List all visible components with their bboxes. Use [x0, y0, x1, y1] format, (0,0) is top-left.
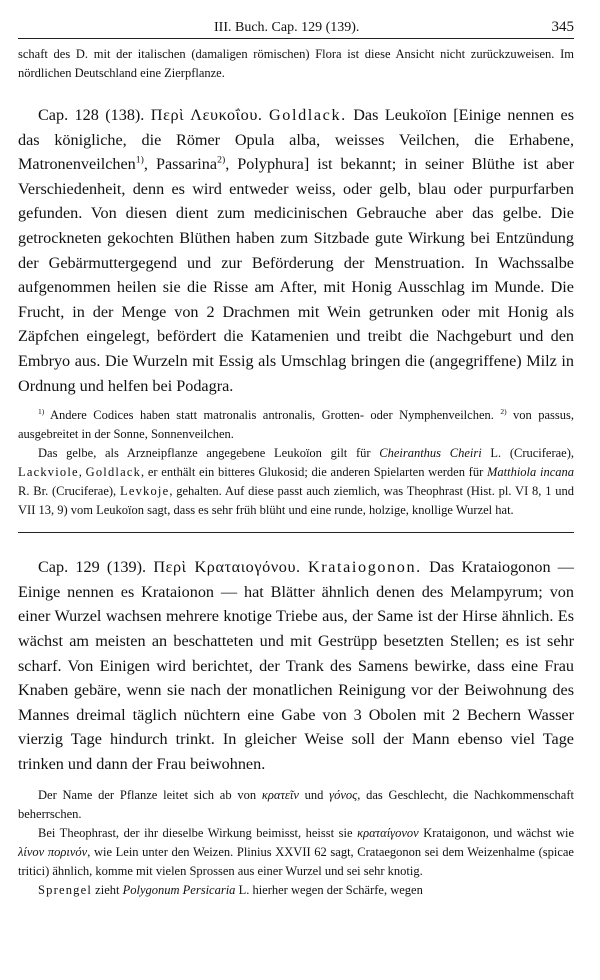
- chapter-129-greek-title: Περὶ Κραταιογόνου.: [153, 558, 301, 577]
- chapter-129-german-name: Krataiogonon.: [307, 558, 422, 577]
- book-page: [18, 0, 574, 900]
- commentary-text: L. (Cruciferae),: [481, 446, 575, 461]
- commentary-text: Der Name der Pflanze leitet sich ab von: [38, 788, 262, 803]
- chapter-128-german-name: Goldlack.: [269, 106, 347, 124]
- commentary-text: , er enthält ein bitteres Glukosid; die anderen Spielarten werden für: [141, 465, 487, 480]
- chapter-128-text-b: , Passarina: [143, 155, 218, 174]
- chapter-128-commentary: [18, 444, 574, 520]
- commentary-text: Krataigonon, und wächst wie: [418, 826, 574, 841]
- chapter-128-label: Cap. 128 (138).: [38, 106, 145, 124]
- chapter-129-text: Das Krataiogonon — Einige nennen es Krataionon — hat Blätter ähnlich denen des Melampyrum; von einer Wurzel wachsen mehrere knotige Triebe aus, der Same ist der Hirse ähnlich. Es wächst am meisten an beschatteten und mit Gestrüpp besetzten Stellen; es ist sehr scharf. Von Einigen wird berichtet, der Trank des Samens bewirke, dass eine Frau Knaben gebäre, wenn sie nach der monatlichen Reinigung vor der Beiwohnung des Mannes dreimal täglich nüchtern eine Gabe von 3 Obolen mit 2 Bechern Wasser vierzig Tage hindurch trinkt. In gleicher Weise soll der Mann ebenso viel Tage trinken und dann der Frau beiwohnen.: [18, 558, 574, 773]
- chapter-129-commentary-3: [18, 881, 574, 900]
- running-title: III. Buch. Cap. 129 (139).: [214, 20, 360, 35]
- continuation-paragraph: schaft des D. mit der italischen (damaligen römischen) Flora ist diese Ansicht nicht zurückzuweisen. Im nördlichen Deutschland eine Zierpflanze.: [18, 47, 574, 80]
- commentary-text: und: [298, 788, 330, 803]
- commentary-text: Bei Theophrast, der ihr dieselbe Wirkung beimisst, heisst sie: [38, 826, 358, 841]
- chapter-129-commentary-2: [18, 824, 574, 881]
- footnote-ref-1: 1): [135, 154, 144, 166]
- vernacular-name: Lackviole: [18, 465, 79, 480]
- chapter-129-commentary-1: [18, 786, 574, 824]
- commentary-text: Das gelbe, als Arzneipflanze angegebene Leukoïon gilt für: [38, 446, 380, 461]
- commentary-text: , gehalten. Auf diese passt auch ziemlich, was Theophrast (Hist. pl. VI 8, 1 und VII 13, 9) vom Leukoïon sagt, dass es sehr früh blüht und eine runde, holzige, knollige Wurzel hat.: [18, 484, 574, 518]
- footnotes: [18, 406, 574, 444]
- page-number: 345: [551, 19, 574, 35]
- footnote-2-text: von passus, ausgebreitet in der Sonne, Sonnenveilchen.: [18, 408, 574, 442]
- chapter-129-paragraph: [18, 555, 574, 776]
- author-name: Sprengel: [38, 883, 93, 898]
- commentary-text: , das Geschlecht, die Nachkommenschaft beherrschen.: [18, 788, 574, 822]
- commentary-text: zieht: [92, 883, 123, 898]
- commentary-text: L. hierher wegen der Schärfe, wegen: [235, 883, 423, 898]
- chapter-128-text-c: , Polyphura] ist bekannt; in seiner Blüthe ist aber Verschiedenheit, denn es wird entweder weiss, oder gelb, blau oder purpurfarben gefunden. Von diesen dient zum medicinischen Gebrauche aber das gelbe. Die getrockneten gekochten Blüthen haben zum Sitzbade gute Wirkung bei Entzündung der Gebärmuttergegend und zur Beförderung der Menstruation. In Wachssalbe aufgenommen heilen sie die Risse am After, mit Honig Ausschlag im Munde. Die Frucht, in der Menge von 2 Drachmen mit Wein getrunken oder mit Honig als Zäpfchen eingelegt, befördert die Katamenien und treibt die Nachgeburt und den Embryo aus. Die Wurzeln mit Essig als Umschlag bringen die (angegriffene) Milz in Ordnung und helfen bei Podagra.: [18, 155, 574, 395]
- chapter-129-label: Cap. 129 (139).: [38, 558, 147, 577]
- vernacular-name: Goldlack: [85, 465, 142, 480]
- species-name: Cheiranthus Cheiri: [379, 446, 482, 461]
- footnote-1-marker: 1): [38, 406, 45, 416]
- chapter-128-paragraph: [18, 103, 574, 398]
- running-head: [18, 0, 574, 39]
- footnote-1-text: Andere Codices haben statt matronalis antronalis, Grotten- oder Nymphenveilchen.: [44, 408, 501, 423]
- chapter-128-text-a: Das Leukoïon [Einige nennen es das königliche, die Römer Opula alba, weisses Veilchen, die Erhabene, Matronenveilchen: [18, 106, 575, 174]
- footnote-ref-2: 2): [217, 154, 226, 166]
- species-name: Polygonum Persicaria: [122, 883, 236, 898]
- greek-word: κρατεῖν: [261, 788, 299, 803]
- greek-word: λίνον πορινόν: [18, 845, 88, 860]
- species-name: Matthiola incana: [486, 465, 575, 480]
- vernacular-name: Levkoje: [119, 484, 170, 499]
- greek-word: κραταίγονον: [357, 826, 419, 841]
- footnote-2-marker: 2): [500, 406, 507, 416]
- chapter-128-greek-title: Περὶ Λευκοΐου.: [150, 106, 263, 124]
- commentary-text: ,: [78, 465, 86, 480]
- commentary-text: R. Br. (Cruciferae),: [18, 484, 120, 499]
- commentary-text: , wie Lein unter den Weizen. Plinius XXVII 62 sagt, Crataegonon sei dem Weizenhalme (spicae tritici) ähnlich, komme mit vielen Sprossen aus einer Wurzel und sei sehr knotig.: [18, 845, 574, 879]
- greek-word: γόνος: [329, 788, 358, 803]
- section-divider: [18, 532, 574, 533]
